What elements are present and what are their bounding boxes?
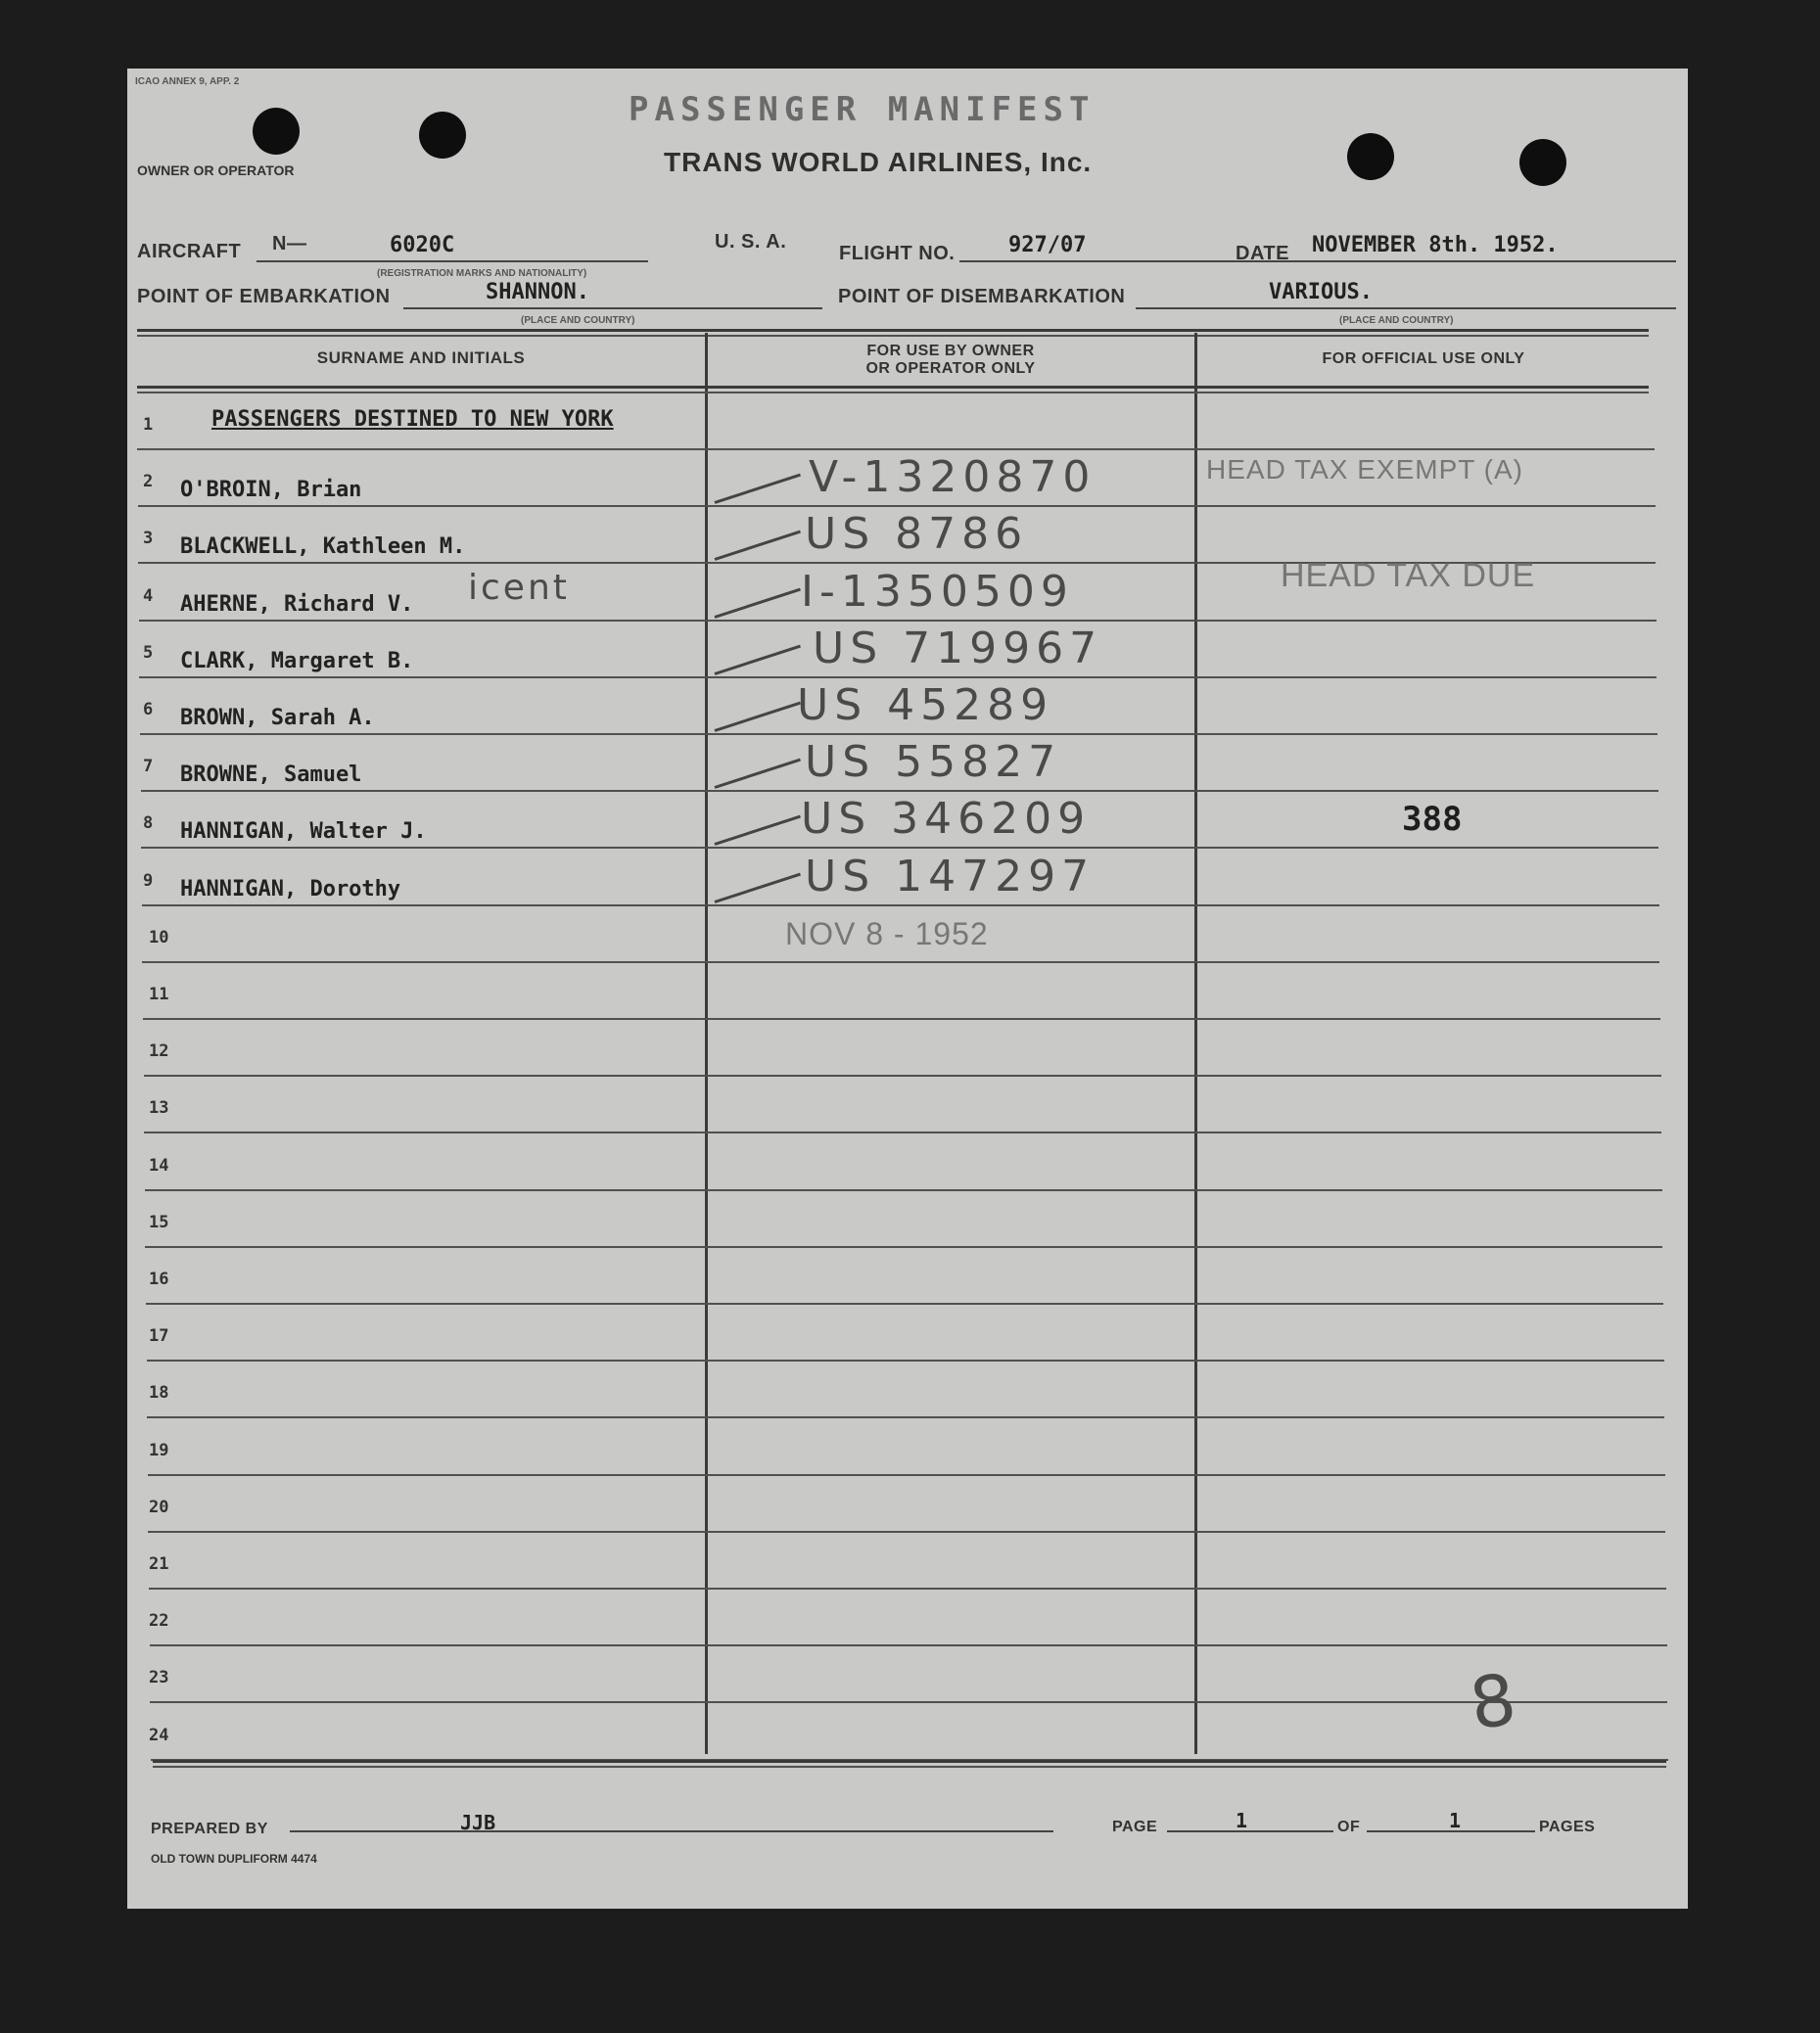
manifest-date: NOVEMBER 8th. 1952. — [1312, 233, 1559, 257]
row-rule — [144, 1132, 1661, 1133]
check-mark — [715, 644, 801, 674]
passport-number: V-1320870 — [809, 452, 1097, 503]
row-rule — [146, 1303, 1663, 1305]
nationality: U. S. A. — [715, 231, 787, 253]
page-total-underline — [1367, 1830, 1535, 1832]
row-number: 13 — [149, 1098, 169, 1119]
check-mark — [715, 702, 801, 732]
table-row — [127, 1706, 1688, 1763]
pages-label: PAGES — [1539, 1819, 1596, 1835]
table-row — [127, 852, 1688, 908]
manifest-page — [127, 69, 1688, 1909]
row-rule — [145, 1246, 1662, 1248]
table-row — [127, 737, 1688, 794]
row-number: 7 — [143, 757, 154, 777]
printer-imprint: OLD TOWN DUPLIFORM 4474 — [151, 1852, 317, 1866]
column-header-name: SURNAME AND INITIALS — [316, 348, 526, 367]
flight-number: 927/07 — [1008, 233, 1087, 257]
registration-caption: (REGISTRATION MARKS AND NATIONALITY) — [377, 268, 587, 279]
passport-number: US 346209 — [801, 794, 1092, 845]
embarkation-point: SHANNON. — [486, 280, 589, 304]
passenger-name: PASSENGERS DESTINED TO NEW YORK — [211, 407, 614, 432]
row-number: 23 — [149, 1668, 169, 1688]
owner-label: OWNER OR OPERATOR — [137, 162, 295, 178]
table-row — [127, 1363, 1688, 1420]
table-bottom-rule-2 — [153, 1766, 1666, 1768]
passport-number: US 719967 — [813, 623, 1103, 673]
check-mark — [715, 587, 801, 618]
row-rule — [139, 620, 1657, 622]
table-row — [127, 395, 1688, 452]
passport-number: US 8786 — [805, 509, 1029, 560]
row-rule — [140, 733, 1657, 735]
row-number: 3 — [143, 529, 154, 549]
handwritten-total: 8 — [1465, 1656, 1527, 1746]
row-rule — [144, 1075, 1661, 1077]
passenger-name: BROWNE, Samuel — [180, 762, 362, 788]
passport-number: US 45289 — [797, 680, 1054, 730]
row-number: 1 — [143, 415, 154, 435]
row-number: 10 — [149, 927, 169, 947]
passenger-name: CLARK, Margaret B. — [180, 648, 414, 673]
row-number: 4 — [143, 585, 154, 606]
row-number: 14 — [149, 1155, 169, 1176]
row-rule — [139, 676, 1657, 678]
table-row — [127, 1022, 1688, 1079]
row-number: 24 — [149, 1725, 169, 1745]
handwritten-suffix: icent — [468, 568, 570, 608]
check-mark — [715, 531, 801, 561]
row-number: 12 — [149, 1041, 169, 1062]
embarkation-label: POINT OF EMBARKATION — [137, 286, 391, 307]
table-row — [127, 1250, 1688, 1307]
row-rule — [147, 1416, 1664, 1418]
row-rule — [145, 1189, 1662, 1191]
row-rule — [148, 1531, 1665, 1533]
row-rule — [147, 1360, 1664, 1362]
official-entry: HEAD TAX DUE — [1281, 556, 1536, 594]
disembarkation-point: VARIOUS. — [1269, 280, 1373, 304]
row-number: 18 — [149, 1383, 169, 1404]
table-row — [127, 1421, 1688, 1478]
disembarkation-label: POINT OF DISEMBARKATION — [838, 286, 1126, 307]
passenger-name: AHERNE, Richard V. — [180, 591, 414, 617]
of-label: OF — [1337, 1819, 1361, 1835]
table-row — [127, 794, 1688, 851]
table-row — [127, 965, 1688, 1022]
row-number: 17 — [149, 1326, 169, 1347]
passenger-name: BROWN, Sarah A. — [180, 706, 375, 730]
row-rule — [150, 1644, 1667, 1646]
row-rule — [137, 448, 1655, 450]
page-underline — [1167, 1830, 1333, 1832]
row-number: 20 — [149, 1497, 169, 1517]
row-rule — [141, 790, 1658, 792]
row-number: 19 — [149, 1440, 169, 1460]
aircraft-prefix: N— — [272, 233, 307, 254]
disembarkation-caption: (PLACE AND COUNTRY) — [1339, 315, 1454, 326]
official-entry: HEAD TAX EXEMPT (A) — [1206, 454, 1523, 485]
prepared-by-underline — [290, 1830, 1053, 1832]
passport-number: I-1350509 — [801, 566, 1074, 617]
official-entry: 388 — [1402, 800, 1463, 840]
page-number: 1 — [1236, 1809, 1248, 1832]
passport-number: US 147297 — [805, 851, 1096, 901]
table-row — [127, 1535, 1688, 1592]
row-number: 5 — [143, 642, 154, 663]
table-bottom-rule — [153, 1760, 1666, 1763]
row-number: 9 — [143, 870, 154, 891]
row-rule — [142, 961, 1659, 963]
row-rule — [150, 1701, 1667, 1703]
passenger-name: HANNIGAN, Walter J. — [180, 819, 427, 845]
table-row — [127, 1079, 1688, 1135]
page-label: PAGE — [1112, 1819, 1158, 1835]
check-mark — [715, 872, 801, 902]
row-rule — [143, 1018, 1660, 1020]
check-mark — [715, 474, 801, 504]
row-rule — [148, 1474, 1665, 1476]
prepared-by-value: JJB — [460, 1811, 496, 1834]
table-row — [127, 1136, 1688, 1193]
table-row — [127, 556, 1688, 624]
page-total: 1 — [1449, 1809, 1462, 1832]
column-header-owner-1: FOR USE BY OWNER — [866, 343, 1035, 359]
table-row — [127, 1307, 1688, 1363]
row-number: 6 — [143, 700, 154, 719]
form-title: PASSENGER MANIFEST — [629, 90, 1096, 129]
passenger-name: O'BROIN, Brian — [180, 478, 362, 503]
operator-name: TRANS WORLD AIRLINES, Inc. — [664, 147, 1093, 177]
row-number: 11 — [149, 985, 169, 1004]
row-number: 21 — [149, 1554, 169, 1574]
column-header-owner-2: OR OPERATOR ONLY — [865, 360, 1036, 377]
row-number: 8 — [143, 813, 154, 834]
row-number: 15 — [149, 1212, 169, 1232]
table-row — [127, 1478, 1688, 1535]
table-row — [127, 624, 1688, 680]
table-row — [127, 1592, 1688, 1648]
check-mark — [715, 815, 801, 846]
date-stamp: NOV 8 - 1952 — [785, 916, 989, 951]
prepared-by-label: PREPARED BY — [151, 1821, 268, 1837]
table-row — [127, 1648, 1688, 1705]
row-rule — [149, 1588, 1666, 1590]
row-rule — [138, 505, 1656, 507]
row-number: 2 — [143, 472, 154, 492]
embarkation-caption: (PLACE AND COUNTRY) — [521, 315, 635, 326]
annex-ref: ICAO ANNEX 9, APP. 2 — [135, 76, 240, 87]
table-row — [127, 452, 1688, 509]
row-number: 16 — [149, 1270, 169, 1289]
row-rule — [141, 847, 1658, 849]
passport-number: US 55827 — [805, 737, 1062, 788]
table-row — [127, 680, 1688, 737]
passenger-name: HANNIGAN, Dorothy — [180, 876, 401, 901]
row-rule — [142, 904, 1659, 906]
column-header-official: FOR OFFICIAL USE ONLY — [1322, 350, 1525, 367]
flight-label: FLIGHT NO. — [839, 243, 956, 264]
row-number: 22 — [149, 1611, 169, 1632]
passenger-name: BLACKWELL, Kathleen M. — [180, 534, 466, 560]
aircraft-registration: 6020C — [390, 233, 455, 257]
date-label: DATE — [1236, 243, 1289, 264]
check-mark — [715, 759, 801, 789]
passenger-rows — [127, 69, 1688, 1909]
table-row — [127, 1193, 1688, 1250]
aircraft-label: AIRCRAFT — [137, 241, 242, 262]
